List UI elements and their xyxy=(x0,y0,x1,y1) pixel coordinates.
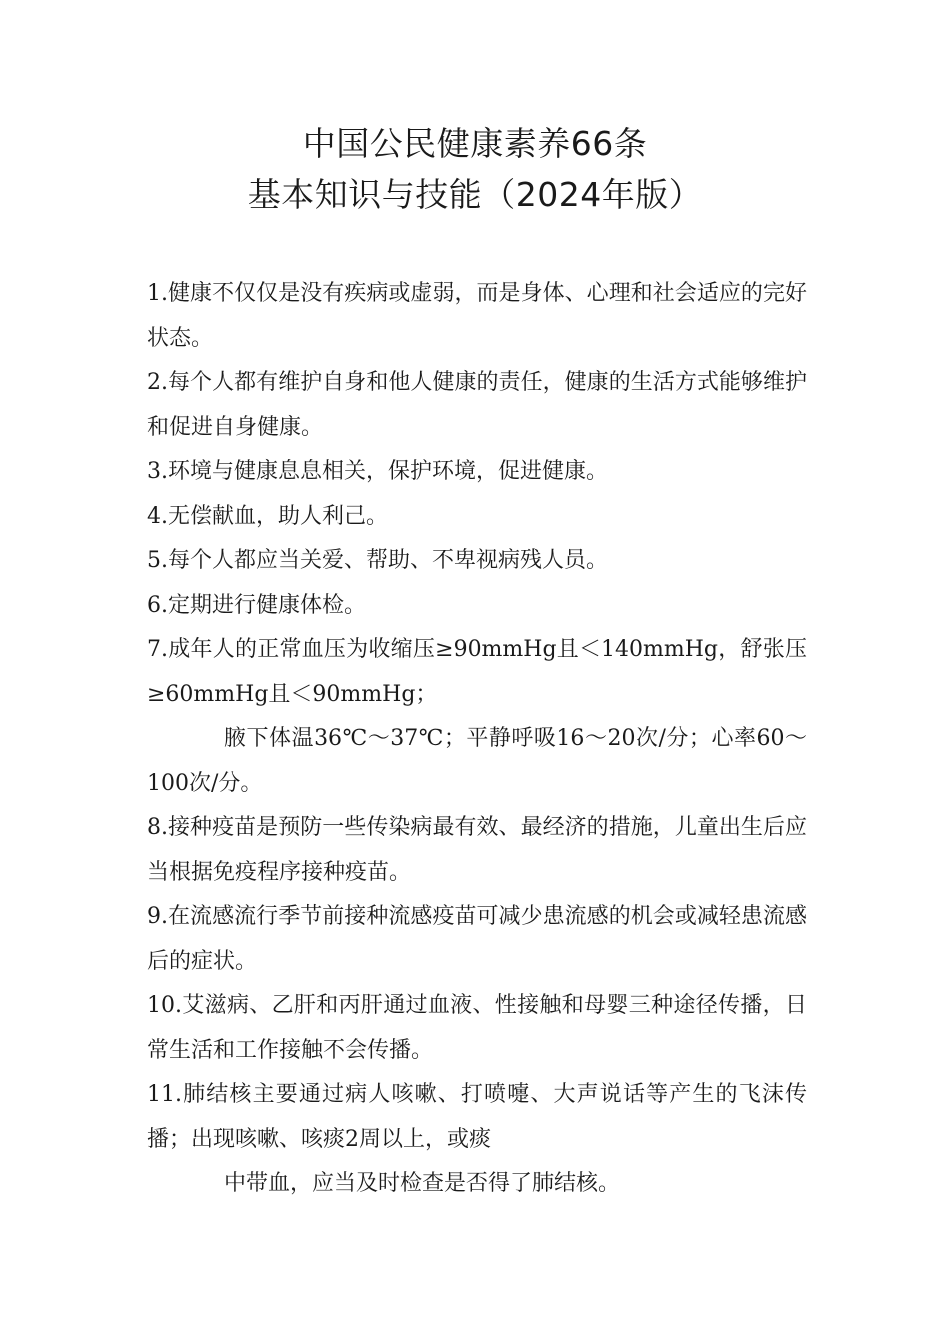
title-line-2: 基本知识与技能（2024年版） xyxy=(247,175,703,214)
title-line-1: 中国公民健康素养66条 xyxy=(302,124,648,163)
paragraph-11-continued: 中带血，应当及时检查是否得了肺结核。 xyxy=(224,1171,621,1196)
paragraph-4: 4.无偿献血，助人利己。 xyxy=(147,503,388,529)
paragraph-1: 1.健康不仅仅是没有疾病或虚弱，而是身体、心理和社会适应的完好状态。 xyxy=(147,281,807,351)
paragraph-6: 6.定期进行健康体检。 xyxy=(147,592,366,618)
paragraph-3: 3.环境与健康息息相关，保护环境，促进健康。 xyxy=(147,459,608,484)
paragraph-2: 2.每个人都有维护自身和他人健康的责任，健康的生活方式能够维护和促进自身健康。 xyxy=(147,370,807,440)
paragraph-5: 5.每个人都应当关爱、帮助、不卑视病残人员。 xyxy=(147,548,608,573)
paragraph-8: 8.接种疫苗是预防一些传染病最有效、最经济的措施，儿童出生后应当根据免疫程序接种疫苗。 xyxy=(147,815,807,885)
paragraph-7-continued: 腋下体温36℃～37℃；平静呼吸16～20次/分；心率60～100次/分。 xyxy=(147,726,807,796)
paragraph-10: 10.艾滋病、乙肝和丙肝通过血液、性接触和母婴三种途径传播，日常生活和工作接触不会传播。 xyxy=(147,993,807,1063)
document-body xyxy=(147,272,807,1207)
document-title xyxy=(0,118,950,220)
paragraph-7: 7.成年人的正常血压为收缩压≥90mmHg且＜140mmHg，舒张压≥60mmHg且＜90mmHg； xyxy=(147,637,807,707)
paragraph-11: 11.肺结核主要通过病人咳嗽、打喷嚏、大声说话等产生的飞沫传播；出现咳嗽、咳痰2周以上，或痰 xyxy=(147,1082,807,1152)
paragraph-9: 9.在流感流行季节前接种流感疫苗可减少患流感的机会或减轻患流感后的症状。 xyxy=(147,904,807,974)
